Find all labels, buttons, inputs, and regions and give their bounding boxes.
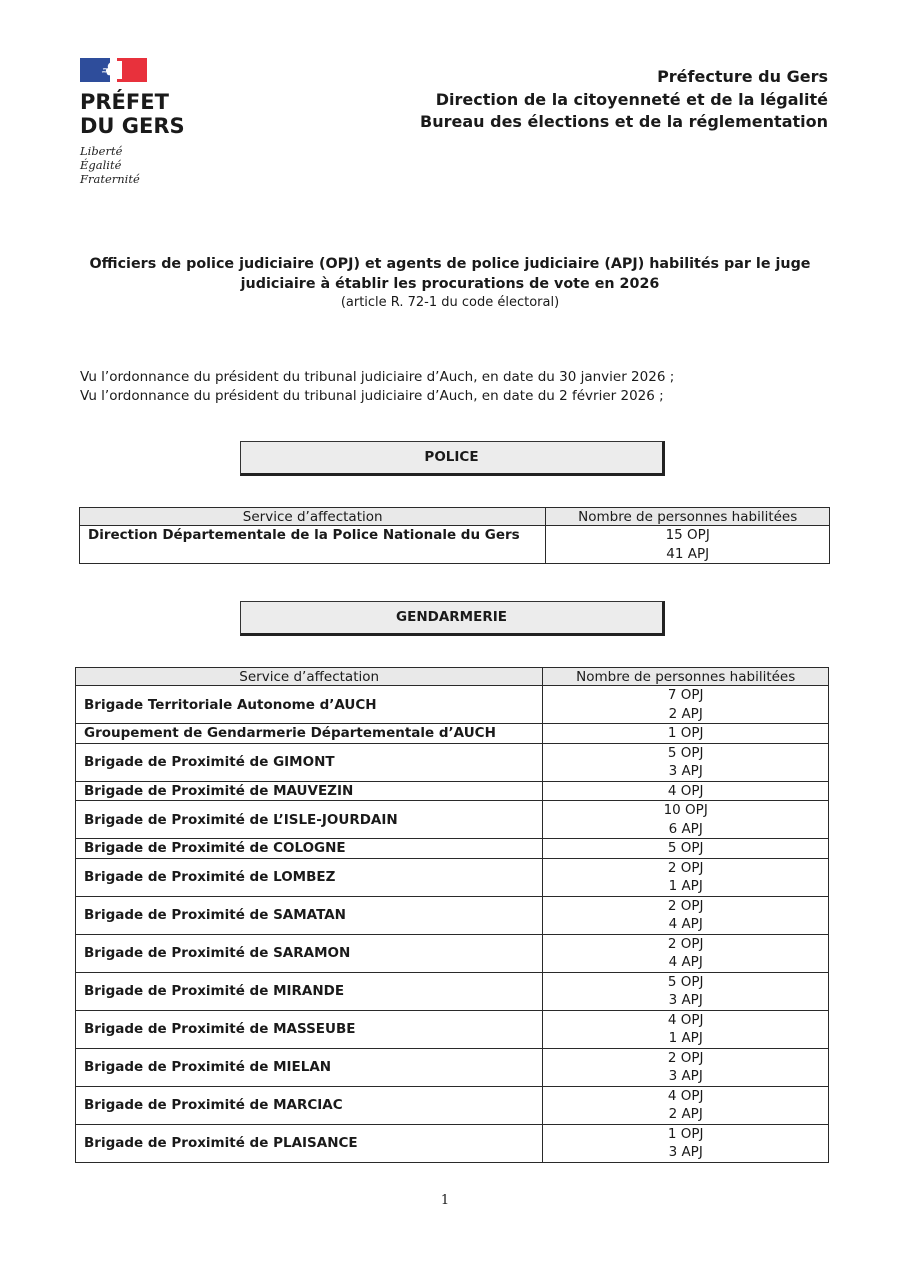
service-cell: Brigade de Proximité de MIELAN — [76, 1048, 543, 1086]
marianne-profile-icon — [100, 60, 122, 80]
service-cell: Brigade de Proximité de LOMBEZ — [76, 858, 543, 896]
apj-count: 2 APJ — [668, 705, 703, 722]
count-cell — [543, 743, 829, 781]
opj-count: 2 OPJ — [667, 935, 704, 952]
table-row — [76, 858, 829, 896]
opj-count: 4 OPJ — [667, 1087, 704, 1104]
table-row — [80, 526, 830, 564]
opj-count: 5 OPJ — [667, 973, 704, 990]
title-subtitle: (article R. 72-1 du code électoral) — [340, 295, 560, 310]
count-cell — [546, 526, 830, 564]
vu-line-2: Vu l’ordonnance du président du tribunal judiciaire d’Auch, en date du 2 février 2026 ; — [80, 387, 664, 404]
motto-egalite: Égalité — [80, 158, 122, 172]
table-row — [76, 972, 829, 1010]
table-row — [76, 743, 829, 781]
table-row — [76, 1086, 829, 1124]
count-cell — [543, 801, 829, 839]
apj-count: 4 APJ — [668, 916, 703, 932]
prefet-title — [80, 90, 185, 138]
service-cell: Brigade de Proximité de MARCIAC — [76, 1086, 543, 1124]
table-header-row — [80, 508, 830, 526]
column-header-count: Nombre de personnes habilitées — [546, 508, 830, 526]
table-row — [76, 686, 829, 724]
service-cell: Brigade de Proximité de PLAISANCE — [76, 1124, 543, 1162]
opj-count: 5 OPJ — [667, 744, 704, 761]
count-cell — [543, 1010, 829, 1048]
prefet-line-2: DU GERS — [80, 114, 185, 138]
service-cell: Groupement de Gendarmerie Départementale d’AUCH — [76, 724, 543, 744]
service-cell: Brigade de Proximité de GIMONT — [76, 743, 543, 781]
service-cell: Brigade de Proximité de MASSEUBE — [76, 1010, 543, 1048]
gendarmerie-table — [75, 667, 829, 1163]
opj-count: 15 OPJ — [665, 527, 710, 543]
marianne-flag-icon — [80, 58, 147, 82]
issuing-authority — [420, 66, 828, 134]
opj-count: 4 OPJ — [667, 1011, 704, 1028]
opj-count: 7 OPJ — [667, 687, 704, 703]
title-line-2: judiciaire à établir les procurations de vote en 2026 — [240, 276, 660, 292]
apj-count: 4 APJ — [668, 954, 703, 970]
table-row — [76, 801, 829, 839]
count-cell — [543, 1124, 829, 1162]
apj-count: 1 APJ — [668, 878, 703, 894]
page-number: 1 — [440, 1193, 450, 1208]
count-cell — [543, 896, 829, 934]
count-cell — [543, 1086, 829, 1124]
police-section-banner: POLICE — [240, 441, 665, 476]
motto-liberte: Liberté — [80, 144, 123, 158]
count-cell — [543, 686, 829, 724]
apj-count: 1 APJ — [668, 1030, 703, 1046]
service-cell: Brigade de Proximité de SARAMON — [76, 934, 543, 972]
column-header-service: Service d’affectation — [76, 668, 543, 686]
count-cell — [543, 839, 829, 859]
apj-count: 3 APJ — [668, 763, 703, 779]
service-cell: Brigade de Proximité de MIRANDE — [76, 972, 543, 1010]
table-row — [76, 896, 829, 934]
bureau-name: Bureau des élections et de la réglementation — [420, 112, 828, 131]
count-cell — [543, 781, 829, 801]
apj-count: 3 APJ — [668, 992, 703, 1008]
table-row — [76, 1124, 829, 1162]
apj-count: 3 APJ — [668, 1144, 703, 1160]
opj-count: 1 OPJ — [667, 725, 704, 741]
title-line-1: Officiers de police judiciaire (OPJ) et agents de police judiciaire (APJ) habilités par le juge — [89, 256, 811, 272]
opj-count: 10 OPJ — [663, 802, 708, 818]
count-cell — [543, 724, 829, 744]
document-title — [60, 254, 840, 312]
opj-count: 1 OPJ — [667, 1125, 704, 1142]
direction-name: Direction de la citoyenneté et de la légalité — [435, 89, 828, 109]
opj-count: 2 OPJ — [667, 1049, 704, 1066]
vu-line-1: Vu l’ordonnance du président du tribunal judiciaire d’Auch, en date du 30 janvier 2026 ; — [80, 369, 675, 385]
service-cell: Brigade de Proximité de COLOGNE — [76, 839, 543, 859]
opj-count: 2 OPJ — [667, 897, 704, 914]
table-row — [76, 934, 829, 972]
table-row — [76, 1010, 829, 1048]
table-row — [76, 724, 829, 744]
motto-fraternite: Fraternité — [80, 172, 140, 186]
column-header-count: Nombre de personnes habilitées — [543, 668, 829, 686]
prefecture-name: Préfecture du Gers — [657, 67, 828, 86]
count-cell — [543, 934, 829, 972]
gendarmerie-section-banner: GENDARMERIE — [240, 601, 665, 636]
prefet-line-1: PRÉFET — [80, 90, 169, 114]
apj-count: 2 APJ — [668, 1106, 703, 1122]
table-row — [76, 781, 829, 801]
apj-count: 3 APJ — [668, 1068, 703, 1084]
service-cell: Direction Départementale de la Police Nationale du Gers — [80, 526, 546, 564]
opj-count: 4 OPJ — [667, 782, 704, 799]
police-table — [79, 507, 830, 564]
prefet-logo — [80, 58, 185, 186]
republic-motto — [80, 144, 185, 186]
table-header-row — [76, 668, 829, 686]
table-row — [76, 839, 829, 859]
apj-count: 6 APJ — [668, 820, 703, 837]
count-cell — [543, 1048, 829, 1086]
column-header-service: Service d’affectation — [80, 508, 546, 526]
count-cell — [543, 972, 829, 1010]
service-cell: Brigade de Proximité de L’ISLE-JOURDAIN — [76, 801, 543, 839]
service-cell: Brigade de Proximité de SAMATAN — [76, 896, 543, 934]
count-cell — [543, 858, 829, 896]
opj-count: 2 OPJ — [667, 859, 704, 876]
service-cell: Brigade Territoriale Autonome d’AUCH — [76, 686, 543, 724]
service-cell: Brigade de Proximité de MAUVEZIN — [76, 781, 543, 801]
table-row — [76, 1048, 829, 1086]
opj-count: 5 OPJ — [667, 840, 704, 856]
apj-count: 41 APJ — [666, 545, 710, 562]
legal-references — [80, 368, 674, 405]
